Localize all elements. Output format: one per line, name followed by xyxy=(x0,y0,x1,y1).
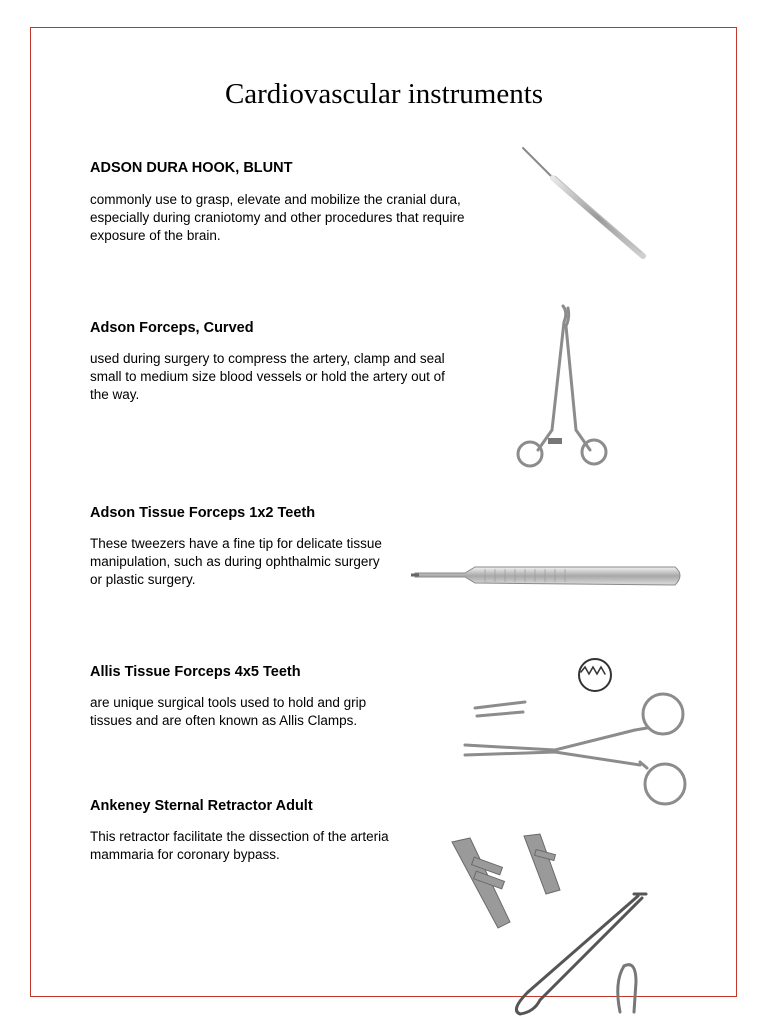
entry-heading-allis-forceps: Allis Tissue Forceps 4x5 Teeth xyxy=(90,664,301,680)
entry-desc-allis-forceps: are unique surgical tools used to hold and grip tissues and are often known as Allis Clamps. xyxy=(90,695,367,728)
curved-forceps-illustration xyxy=(490,300,630,475)
entry-heading-dura-hook: ADSON DURA HOOK, BLUNT xyxy=(90,160,293,176)
sternal-retractor-illustration xyxy=(440,832,665,1024)
entry-heading-sternal-retractor: Ankeney Sternal Retractor Adult xyxy=(90,798,313,814)
allis-forceps-illustration xyxy=(455,650,700,810)
page-title: Cardiovascular instruments xyxy=(224,78,544,110)
entry-desc-dura-hook: commonly use to grasp, elevate and mobilize the cranial dura, especially during craniotomy and other procedures that require exposure of the brain. xyxy=(90,192,465,243)
entry-desc-tissue-forceps: These tweezers have a fine tip for delicate tissue manipulation, such as during ophthalmic surgery or plastic surgery. xyxy=(90,536,382,587)
entry-desc-sternal-retractor: This retractor facilitate the dissection of the arteria mammaria for coronary bypass. xyxy=(90,829,389,862)
entry-desc-curved-forceps: used during surgery to compress the artery, clamp and seal small to medium size blood vessels or hold the artery out of the way. xyxy=(90,351,445,402)
dura-hook-illustration xyxy=(515,140,655,265)
entry-heading-curved-forceps: Adson Forceps, Curved xyxy=(90,320,254,336)
entry-heading-tissue-forceps: Adson Tissue Forceps 1x2 Teeth xyxy=(90,505,316,521)
tissue-forceps-illustration xyxy=(405,555,690,605)
